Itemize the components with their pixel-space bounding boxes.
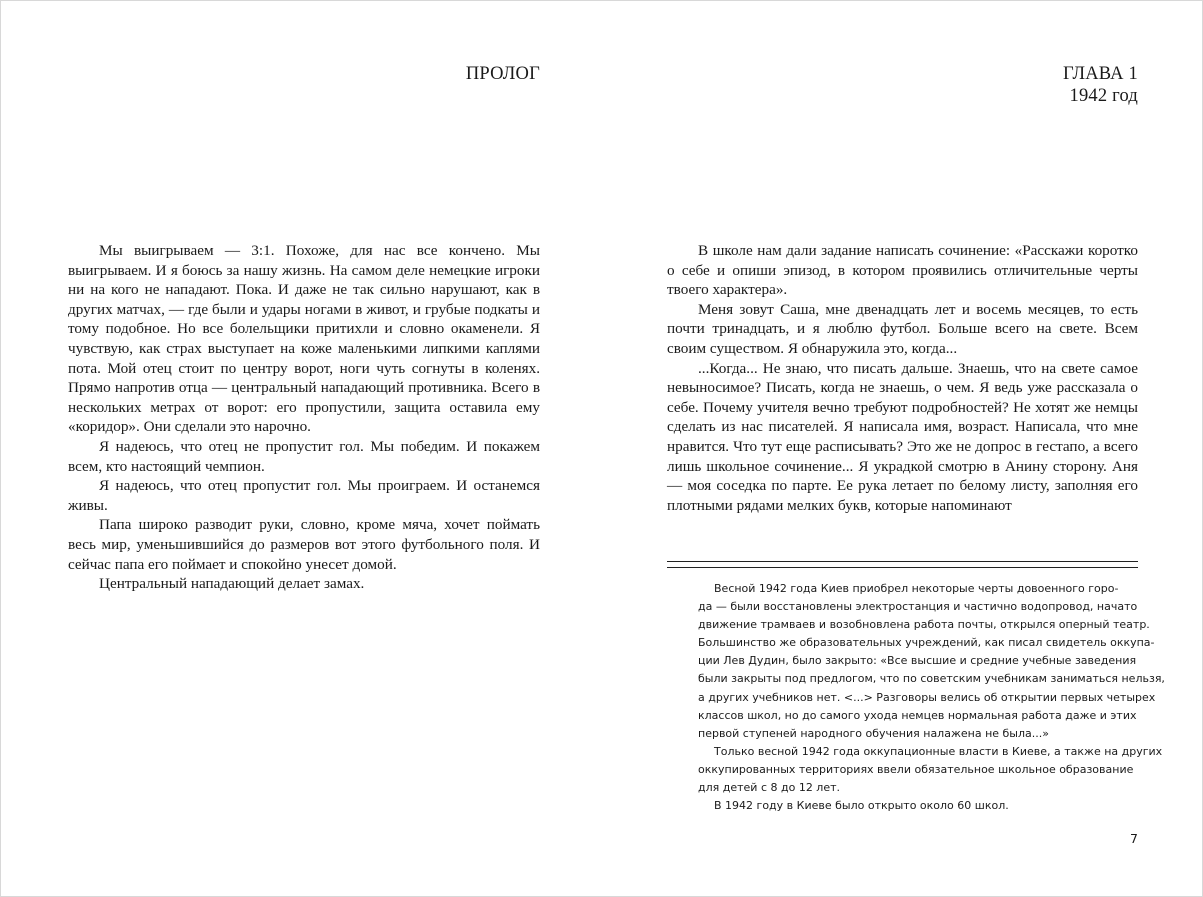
chapter-heading	[1063, 63, 1138, 107]
footnote-line: были закрыты под предлогом, что по советским учебникам заниматься нельзя,	[698, 672, 1165, 686]
footnote	[698, 580, 1165, 815]
left-page	[68, 1, 540, 896]
paragraph: В школе нам дали задание написать сочинение: «Расскажи коротко о себе и опиши эпизод, в котором проявились отличительные черты твоего характера».	[667, 242, 1138, 299]
chapter-text	[667, 241, 1138, 515]
paragraph: Мы выигрываем — 3:1. Похоже, для нас все кончено. Мы выигрываем. И я боюсь за нашу жизнь. На самом деле немецкие игроки ни на кого не нападают. Пока. И даже не так сильно нарушают, как в других матчах, — где были и удары ногами в живот, и грубые подкаты и тому подобное. Но все болельщики притихли и словно окаменели. Я чувствую, как страх выступает на коже маленькими липкими каплями пота. Мой отец стоит по центру ворот, ноги чуть согнуты в коленях. Прямо напротив отца — центральный нападающий противника. Всего в нескольких метрах от ворот: его пропустили, защита оставила ему «коридор». Они сделали это нарочно.	[68, 242, 540, 436]
footnote-line: Весной 1942 года Киев приобрел некоторые черты довоенного горо-	[714, 582, 1119, 595]
footnote-line: классов школ, но до самого ухода немцев нормальная работа даже и этих	[698, 708, 1137, 722]
paragraph: Центральный нападающий делает замах.	[99, 575, 365, 593]
footnote-line: а других учебников нет. <...> Разговоры велись об открытии первых четырех	[698, 690, 1156, 704]
right-page	[667, 1, 1165, 896]
prologue-text	[68, 241, 540, 594]
paragraph: Папа широко разводит руки, словно, кроме мяча, хочет поймать весь мир, уменьшившийся до размеров вот этого футбольного поля. И сейчас папа его поймает и спокойно унесет домой.	[68, 516, 540, 573]
footnote-line: В 1942 году в Киеве было открыто около 60 школ.	[714, 799, 1009, 813]
paragraph: Я надеюсь, что отец пропустит гол. Мы проиграем. И останемся живы.	[68, 477, 540, 514]
footnote-paragraph	[698, 797, 1138, 815]
chapter-year: 1942 год	[1069, 86, 1138, 106]
paragraph: Я надеюсь, что отец не пропустит гол. Мы победим. И покажем всем, кто настоящий чемпион.	[68, 437, 540, 475]
prologue-title: ПРОЛОГ	[465, 64, 540, 84]
page-number: 7	[1130, 831, 1138, 846]
paragraph: Меня зовут Саша, мне двенадцать лет и восемь месяцев, то есть почти тринадцать, и я люблю футбол. Больше всего на свете. Всем своим существом. Я обнаружила это, когда...	[667, 300, 1138, 357]
footnote-paragraph	[698, 743, 1163, 797]
footnote-line: да — были восстановлены электростанция и частично водопровод, начато	[698, 600, 1138, 614]
paragraph: ...Когда... Не знаю, что писать дальше. Знаешь, что на свете самое невыносимое? Писать, когда не знаешь, о чем. Я ведь уже рассказала о себе. Почему учителя вечно требуют подробностей? Не хотят же немцы сделать из нас писателей. Я написала имя, возраст. Написала, что мне нравится. Что тут еще расписывать? Это же не допрос в гестапо, а всего лишь школьное сочинение... Я украдкой смотрю в Анину сторону. Аня — моя соседка по парте. Ее рука летает по белому листу, заполняя его плотными рядами мелких букв, которые напоминают	[667, 359, 1138, 514]
footnote-line: оккупированных территориях ввели обязательное школьное образование	[698, 762, 1134, 776]
footnote-line: Большинство же образовательных учреждений, как писал свидетель оккупа-	[698, 636, 1155, 650]
chapter-title: ГЛАВА 1	[1062, 64, 1138, 84]
footnote-line: Только весной 1942 года оккупационные власти в Киеве, а также на других	[714, 744, 1163, 758]
prologue-heading	[466, 63, 540, 85]
footnote-line: для детей с 8 до 12 лет.	[698, 781, 841, 795]
footnote-line: движение трамваев и возобновлена работа почты, открылся оперный театр.	[698, 618, 1150, 632]
footnote-paragraph	[698, 580, 1165, 743]
footnote-divider	[667, 561, 1138, 568]
footnote-line: первой ступеней народного обучения налажена не была...»	[698, 726, 1049, 740]
footnote-line: ции Лев Дудин, было закрыто: «Все высшие и средние учебные заведения	[698, 654, 1137, 668]
